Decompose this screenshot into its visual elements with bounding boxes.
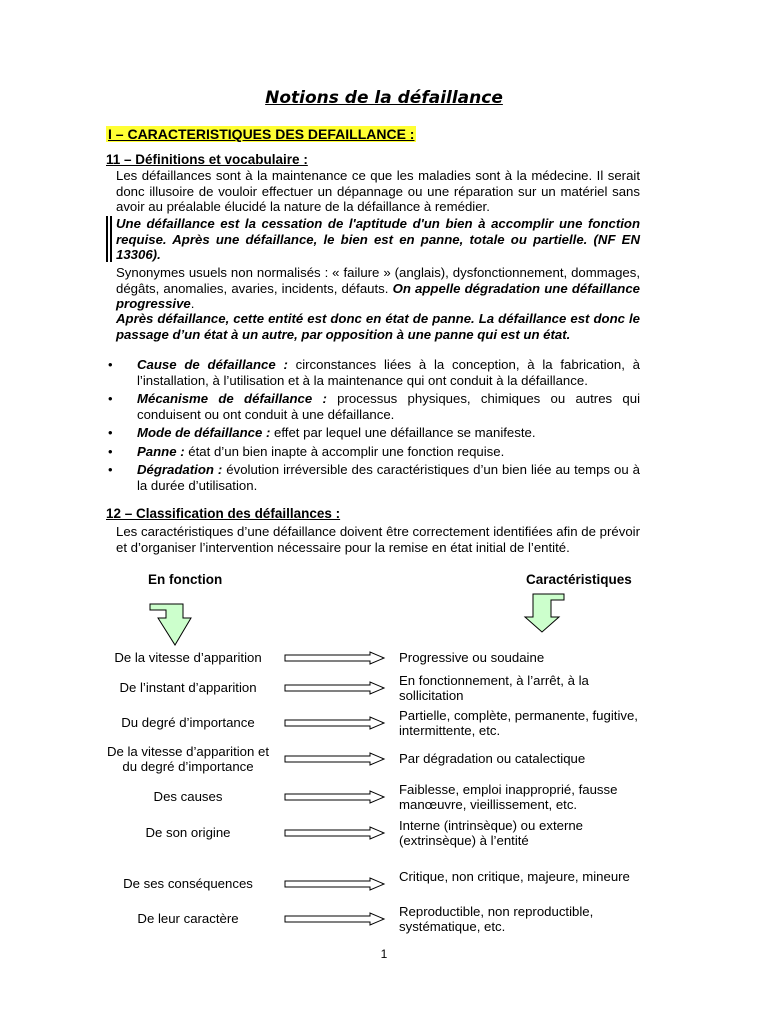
classification-characteristic: Reproductible, non reproductible, systématique, etc. — [399, 903, 594, 934]
list-item: • Panne : état d’un bien inapte à accomplir une fonction requise. — [108, 443, 505, 459]
degradation-definition: On appelle dégradation une défaillance progressive — [116, 280, 640, 311]
list-item: • Mode de défaillance : effet par lequel une défaillance se manifeste. — [108, 425, 536, 440]
synonyms-text: Synonymes usuels non normalisés : « failure » (anglais), dysfonctionnement, dommages, dégâts, anomalies, avaries, incidents, défauts. — [116, 265, 640, 296]
down-bent-arrow-icon — [150, 604, 191, 645]
right-arrow-icon — [285, 753, 384, 765]
classification-characteristic: En fonctionnement, à l’arrêt, à la sollicitation — [399, 672, 589, 703]
paragraph-classification-intro: Les caractéristiques d’une défaillance doivent être correctement identifiées afin de prévoir et d’organiser l’intervention nécessaire pour la remise en état initial de l’entité. — [116, 524, 640, 555]
list-item: • Dégradation : évolution irréversible des caractéristiques d’un bien liée au temps ou à la durée d’utilisation. — [108, 462, 640, 493]
section-heading-caracteristiques: I – CARACTERISTIQUES DES DEFAILLANCE : — [108, 126, 415, 142]
classification-criterion: De ses conséquences — [123, 876, 253, 892]
classification-characteristic: Critique, non critique, majeure, mineure — [399, 868, 630, 884]
list-item: • Cause de défaillance : circonstances liées à la conception, à la fabrication, à l’installation, à l’utilisation et à la maintenance qui ont conduit à la défaillance. — [108, 357, 640, 388]
bullet-icon: • — [108, 391, 113, 406]
paragraph-definition: Une défaillance est la cessation de l'aptitude d'un bien à accomplir une fonction requise. Après une défaillance, le bien est en panne, totale ou partielle. (NF EN 13306). — [116, 216, 640, 262]
classification-characteristic: Interne (intrinsèque) ou externe (extrinsèque) à l’entité — [399, 817, 584, 848]
bullet-icon: • — [108, 425, 113, 440]
classification-criterion: Des causes — [153, 789, 223, 805]
classification-criterion: De la vitesse d’apparition — [114, 650, 262, 666]
paragraph-panne-state: Après défaillance, cette entité est donc en état de panne. La défaillance est donc le passage d’un état à un autre, par opposition à une panne qui est un état. — [116, 311, 640, 342]
right-arrow-icon — [285, 878, 384, 890]
right-arrow-icon — [285, 682, 384, 694]
classification-criterion: De la vitesse d’apparition et du degré d’importance — [106, 743, 269, 774]
synonyms-end: . — [190, 296, 195, 311]
down-bent-arrow-icon — [525, 594, 564, 632]
list-item: • Mécanisme de défaillance : processus physiques, chimiques ou autres qui conduisent ou ont conduit à une défaillance. — [108, 391, 640, 422]
subheading-classification: 12 – Classification des défaillances : — [106, 506, 341, 521]
right-arrow-icon — [285, 652, 384, 664]
right-arrow-icon — [285, 717, 384, 729]
right-arrow-icon — [285, 791, 384, 803]
classification-characteristic: Faiblesse, emploi inapproprié, fausse manœuvre, vieillissement, etc. — [399, 781, 618, 812]
classification-criterion: De son origine — [145, 825, 231, 841]
classification-criterion: De l’instant d’apparition — [119, 680, 257, 696]
page-title: Notions de la défaillance — [265, 88, 503, 108]
classification-criterion: Du degré d’importance — [121, 715, 255, 731]
bullet-icon: • — [108, 462, 113, 477]
classification-characteristic: Partielle, complète, permanente, fugitive, intermittente, etc. — [399, 707, 638, 738]
bullet-icon: • — [108, 357, 113, 372]
classification-characteristic: Par dégradation ou catalectique — [399, 751, 586, 767]
subheading-definitions: 11 – Définitions et vocabulaire : — [106, 152, 308, 167]
page-number: 1 — [380, 947, 388, 961]
classification-criterion: De leur caractère — [137, 911, 239, 927]
classification-characteristic: Progressive ou soudaine — [399, 650, 545, 666]
column-header-en-fonction: En fonction — [148, 572, 223, 587]
bullet-icon: • — [108, 443, 113, 459]
right-arrow-icon — [285, 827, 384, 839]
paragraph-intro: Les défaillances sont à la maintenance ce que les maladies sont à la médecine. Il serait donc illusoire de vouloir effectuer un dépannage ou une réparation sur un matériel sans avoir au préalable élucidé la nature de la défaillance à remédier. — [116, 168, 640, 214]
right-arrow-icon — [285, 913, 384, 925]
column-header-caracteristiques: Caractéristiques — [526, 572, 632, 587]
